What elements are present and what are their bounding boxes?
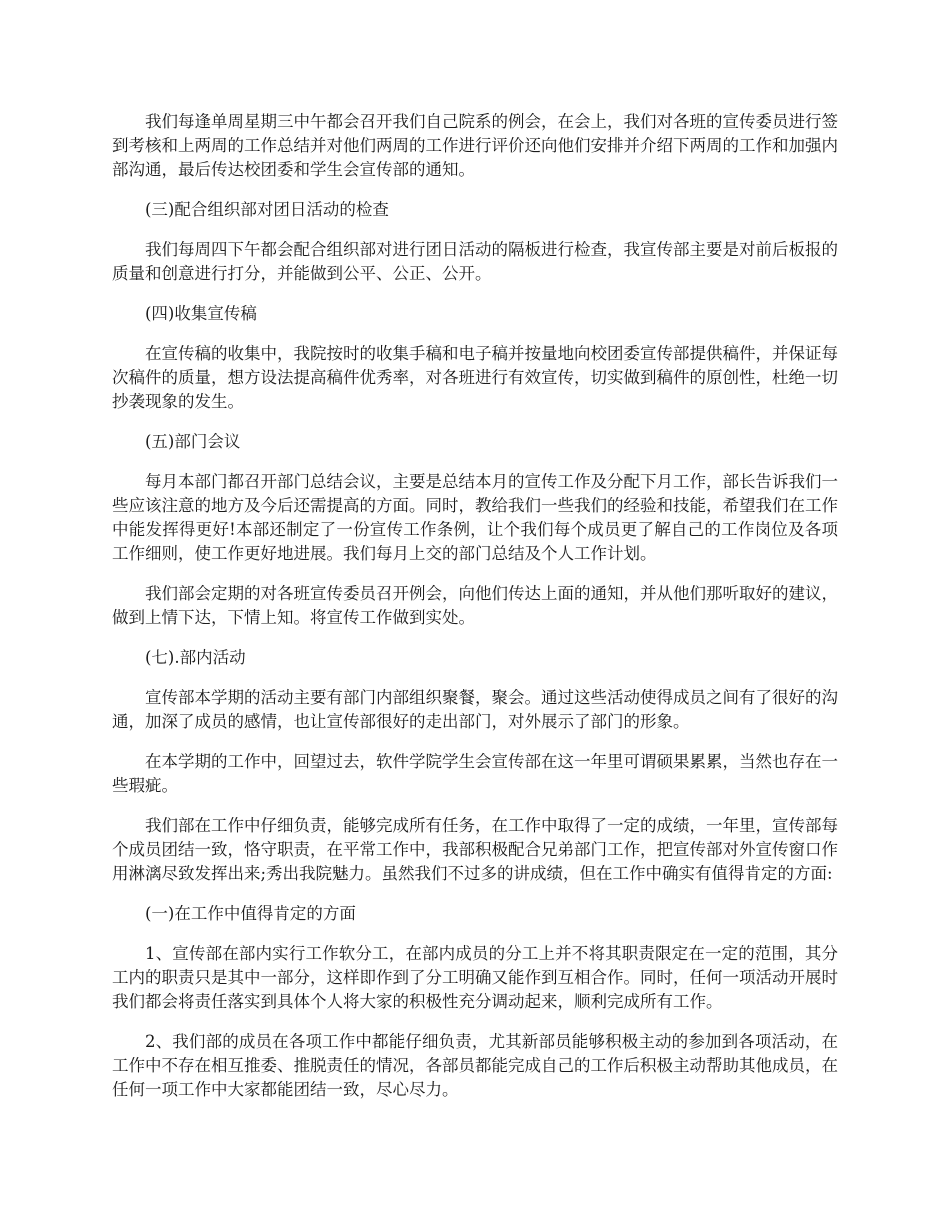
- section-heading-3: (三)配合组织部对团日活动的检查: [145, 200, 389, 219]
- section-heading-5: (五)部门会议: [145, 432, 241, 451]
- paragraph-weekly-meeting: 我们每逢单周星期三中午都会召开我们自己院系的例会，在会上，我们对各班的宣传委员进行签到考核和上两周的工作总结并对他们两周的工作进行评价还向他们安排并介绍下两周的工作和加强内部沟通，最后传达校团委和学生会宣传部的通知。: [112, 112, 838, 179]
- paragraph-review: 在本学期的工作中，回望过去，软件学院学生会宣传部在这一年里可谓硕果累累，当然也存在一些瑕疵。: [112, 752, 838, 795]
- paragraph-point-2: 2、我们部的成员在各项工作中都能仔细负责，尤其新部员能够积极主动的参加到各项活动，在工作中不存在相互推委、推脱责任的情况，各部员都能完成自己的工作后积极主动帮助其他成员，在任何一项工作中大家都能团结一致，尽心尽力。: [112, 1032, 838, 1099]
- section-heading-4: (四)收集宣传稿: [145, 304, 257, 323]
- paragraph-department-meeting: 每月本部门都召开部门总结会议，主要是总结本月的宣传工作及分配下月工作，部长告诉我们一些应该注意的地方及今后还需提高的方面。同时，教给我们一些我们的经验和技能，希望我们在工作中能发挥得更好!本部还制定了一份宣传工作条例，让个我们每个成员更了解自己的工作岗位及各项工作细则，使工作更好地进展。我们每月上交的部门总结及个人工作计划。: [112, 472, 838, 563]
- paragraph-board-inspection: 我们每周四下午都会配合组织部对进行团日活动的隔板进行检查，我宣传部主要是对前后板报的质量和创意进行打分，并能做到公平、公正、公开。: [112, 240, 838, 283]
- paragraph-point-1: 1、宣传部在部内实行工作软分工，在部内成员的分工上并不将其职责限定在一定的范围，其分工内的职责只是其中一部分，这样即作到了分工明确又能作到互相合作。同时，任何一项活动开展时我们都会将责任落实到具体个人将大家的积极性充分调动起来，顺利完成所有工作。: [112, 944, 838, 1011]
- paragraph-internal-activities: 宣传部本学期的活动主要有部门内部组织聚餐，聚会。通过这些活动使得成员之间有了很好的沟通，加深了成员的感情，也让宣传部很好的走出部门，对外展示了部门的形象。: [112, 688, 838, 731]
- document-body: [112, 110, 838, 1118]
- section-heading-1: (一)在工作中值得肯定的方面: [145, 904, 356, 923]
- paragraph-achievements: 我们部在工作中仔细负责，能够完成所有任务，在工作中取得了一定的成绩，一年里，宣传部每个成员团结一致，恪守职责，在平常工作中，我部积极配合兄弟部门工作，把宣传部对外宣传窗口作用淋漓尽致发挥出来;秀出我院魅力。虽然我们不过多的讲成绩，但在工作中确实有值得肯定的方面:: [112, 816, 838, 883]
- section-heading-7: (七).部内活动: [145, 648, 246, 667]
- paragraph-class-meeting: 我们部会定期的对各班宣传委员召开例会，向他们传达上面的通知，并从他们那听取好的建议，做到上情下达，下情上知。将宣传工作做到实处。: [112, 584, 838, 627]
- paragraph-collect-articles: 在宣传稿的收集中，我院按时的收集手稿和电子稿并按量地向校团委宣传部提供稿件，并保证每次稿件的质量，想方设法提高稿件优秀率，对各班进行有效宣传，切实做到稿件的原创性，杜绝一切抄袭现象的发生。: [112, 344, 838, 411]
